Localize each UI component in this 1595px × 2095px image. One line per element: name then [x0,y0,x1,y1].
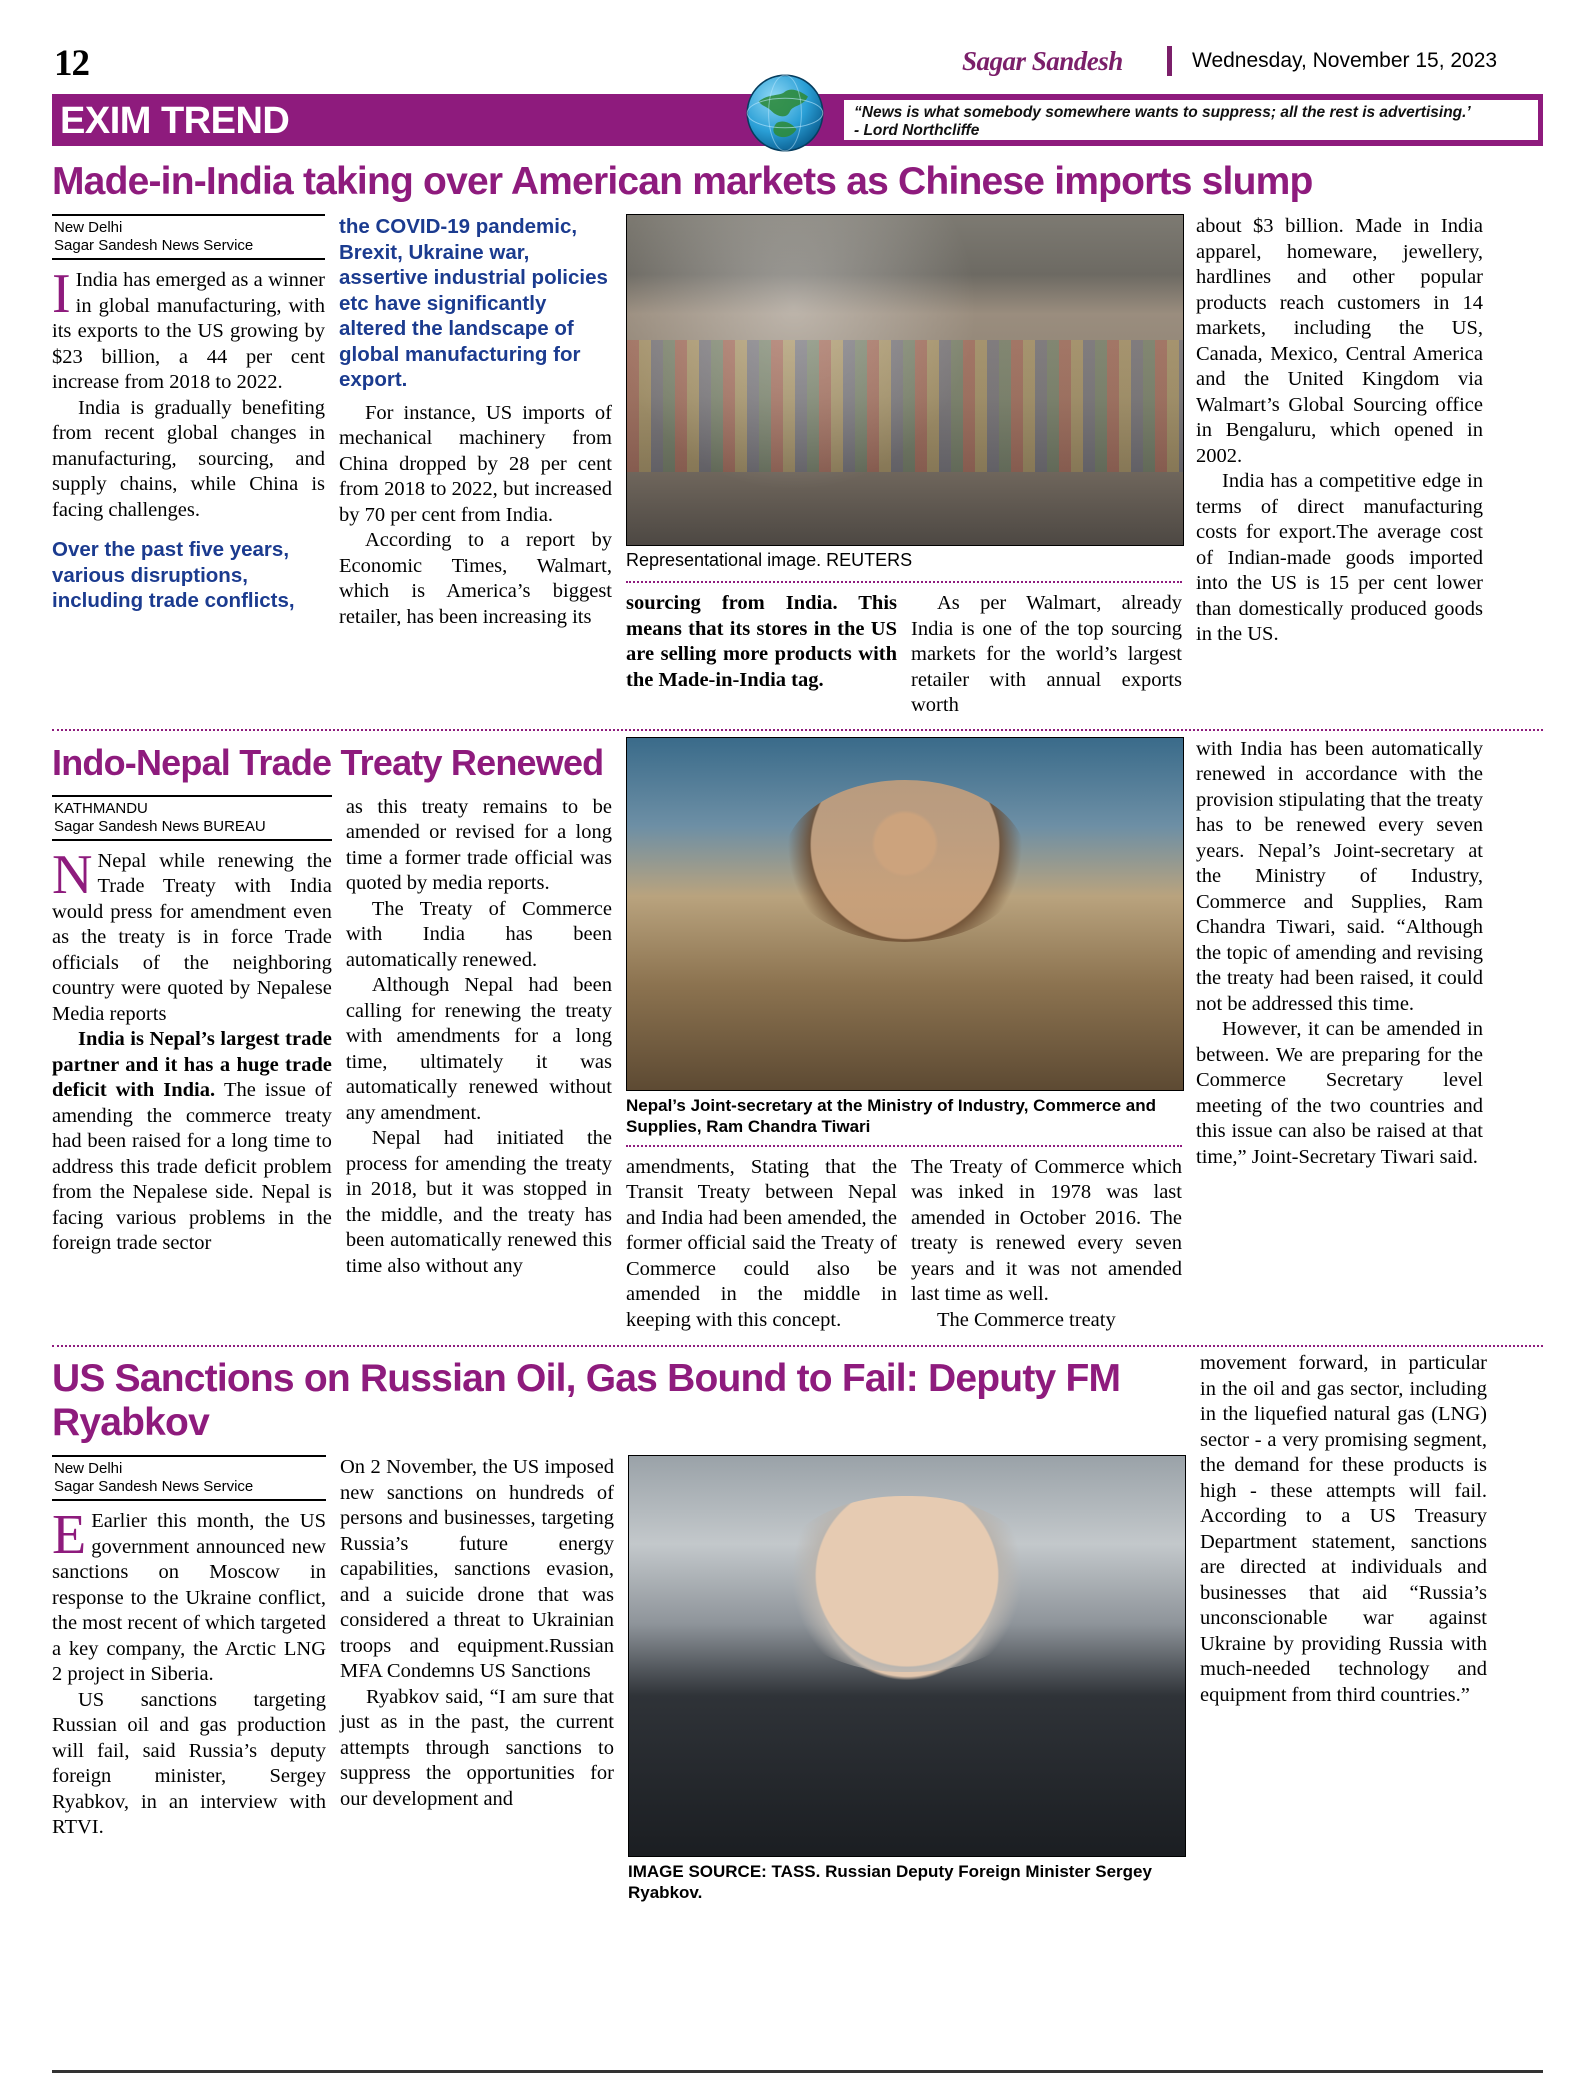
byline [52,214,325,260]
section-title: EXIM TREND [60,100,290,142]
paragraph: According to a report by Economic Times, Walmart, which is America’s biggest retailer, has been increasing its [339,529,612,628]
byline-agency: Sagar Sandesh News BUREAU [54,817,266,835]
globe-icon [744,72,826,154]
paragraph: about $3 billion. Made in India apparel, homeware, jewellery, hardlines and other popular products reach customers in 14 markets, including the US, Canada, Mexico, Central America and the United Kingdom via Walmart’s Global Sourcing office in Bengaluru, which opened in 2002. [1196,215,1483,467]
section-divider [52,729,1543,731]
page-footer-rule [52,2070,1543,2073]
paragraph: The Commerce treaty [937,1308,1116,1331]
paragraph: Nepal had initiated the process for amending the treaty in 2018, but it was stopped in the middle, and the treaty has been automatically renewed this time also without any [345,1127,612,1277]
photo-caption: Representational image. REUTERS [626,550,913,570]
page-title: US Sanctions on Russian Oil, Gas Bound to Fail: Deputy FM Ryabkov [52,1357,1121,1444]
paragraph: India is gradually benefiting from recent global changes in manufacturing, sourcing, and supply chains, while China is facing challenges. [52,396,325,521]
photo-caption: Nepal’s Joint-secretary at the Ministry of Industry, Commerce and Supplies, Ram Chandra Tiwari [626,1095,1156,1136]
byline-city: KATHMANDU [54,799,148,817]
paragraph: E Earlier this month, the US government announced new sanctions on Moscow in response to the Ukraine conflict, the most recent of which targeted a key company, the Arctic LNG 2 project in Siberia. [52,1504,326,1685]
paragraph: As per Walmart, already India is one of the top sourcing markets for the world’s largest retailer with annual exports worth [911,592,1182,716]
byline [52,1455,326,1501]
paper-name: Sagar Sandesh [962,46,1123,76]
paragraph: The Treaty of Commerce with India has been automatically renewed. [345,897,612,971]
pull-quote: the COVID-19 pandemic, Brexit, Ukraine war, assertive industrial policies etc have significantly altered the landscape of global manufacturing for export. [339,215,608,391]
paragraph-bold: We are preparing for the Commerce Secretary level meeting of the two countries and this issue can also be raised at that time,” Joint-Secretary Tiwari said. [1196,1043,1483,1168]
issue-date: Wednesday, November 15, 2023 [1192,49,1498,72]
byline-city: New Delhi [54,1460,123,1477]
paragraph: India has a competitive edge in terms of direct manufacturing costs for export.The average cost of Indian-made goods imported into the US is 15 per cent lower than domestically produced goods in the US. [1196,470,1483,645]
byline-city: New Delhi [54,219,123,236]
paragraph: as this treaty remains to be amended or revised for a long time a former trade official was quoted by media reports. [345,795,612,894]
byline-agency: Sagar Sandesh News Service [54,1478,254,1495]
byline [52,795,332,841]
paragraph-continued: The issue of amending the commerce treaty had been raised for a long time to address this trade deficit problem from the Nepalese side. Nepal is facing various problems in the foreign trade sector [52,1079,332,1254]
paragraph: India is Nepal’s largest trade partner and it has a huge trade deficit with India. The issue of amending the commerce treaty had been raised for a long time to address this trade deficit problem from the Nepalese side. Nepal is facing various problems in the foreign trade sector [52,1028,332,1254]
page-title: Made-in-India taking over American markets as Chinese imports slump [52,160,1313,203]
paragraph: amendments, Stating that the Transit Treaty between Nepal and India had been amended, the former official said the Treaty of Commerce could also be amended in the middle in keeping with this concept. [626,1155,897,1331]
section-divider [52,1345,1543,1347]
article-made-in-india [52,160,1543,731]
article-photo [626,214,1184,546]
drop-cap: E [52,1504,87,1566]
paragraph: However, it can be amended in between. We are preparing for the Commerce Secretary level meeting of the two countries and this issue can also be raised at that time,” Joint-Secretary Tiwari said. [1196,1018,1483,1168]
paragraph: Ryabkov said, “I am sure that just as in the past, the current attempts through sanctions to suppress the opportunities for our development and [340,1685,614,1810]
masthead-divider [1167,46,1172,76]
paragraph: I India has emerged as a winner in global manufacturing, with its exports to the US growing by $23 billion, a 44 per cent increase from 2018 to 2022. [52,263,325,393]
paragraph: with India has been automatically renewed in accordance with the provision stipulating that the treaty has to be renewed every seven years. Nepal’s Joint-secretary at the Ministry of Industry, Commerce and Supplies, Ram Chandra Tiwari, said. “Although the topic of amending and revising the treaty had been raised, it could not be addressed this time. [1196,737,1483,1015]
paragraph: US sanctions targeting Russian oil and gas production will fail, said Russia’s deputy foreign minister, Sergey Ryabkov, in an interview with RTVI. [52,1688,326,1838]
article-photo [626,737,1184,1091]
page-content [52,160,1543,1903]
paragraph: movement forward, in particular in the oil and gas sector, including in the liquefied natural gas (LNG) sector - a very promising segment, the demand for these products is high - these attempts will fail. According to a US Treasury Department statement, sanctions are directed at individuals and businesses that aid “Russia’s unconscionable war against Ukraine by providing Russia with much-needed technology and equipment from third countries.” [1200,1352,1487,1706]
drop-cap: N [52,843,93,906]
paragraph: sourcing from India. This means that its stores in the US are selling more products with the Made-in-India tag. [626,592,897,691]
article-photo [628,1455,1186,1857]
paragraph: For instance, US imports of mechanical machinery from China dropped by 28 per cent from 2018 to 2022, but increased by 70 per cent from India. [339,401,612,526]
byline-agency: Sagar Sandesh News Service [54,237,254,254]
newspaper-page [0,28,1595,2095]
photo-caption: IMAGE SOURCE: TASS. Russian Deputy Foreign Minister Sergey Ryabkov. [628,1862,1152,1902]
paragraph: On 2 November, the US imposed new sanctions on hundreds of persons and businesses, targeting Russia’s future energy capabilities, sanctions evasion, and a suicide drone that was considered a threat to Ukrainian troops and equipment.Russian MFA Condemns US Sanctions [340,1456,614,1682]
article-indo-nepal [52,737,1543,1348]
paragraph: Although Nepal had been calling for renewing the treaty with amendments for a long time, ultimately it was automatically renewed without any amendment. [345,974,612,1124]
paragraph: The Treaty of Commerce which was inked in 1978 was last amended in October 2016. The treaty is renewed every seven years and it was not amended last time as well. [911,1155,1182,1305]
paragraph: N Nepal while renewing the Trade Treaty with India would press for amendment even as the treaty is in force Trade officials of the neighboring country were quoted by Nepalese Media reports [52,843,332,1025]
quote-attribution: - Lord Northcliffe [854,122,980,139]
quote-box [842,98,1540,142]
drop-cap: I [52,263,71,325]
article-us-sanctions [52,1351,1543,1903]
page-title: Indo-Nepal Trade Treaty Renewed [52,741,604,783]
page-number: 12 [54,43,89,84]
quote-text: “News is what somebody somewhere wants to suppress; all the rest is advertising.’ [854,104,1471,121]
pull-quote: Over the past five years, various disruptions, including trade conflicts, [52,538,295,612]
masthead [52,28,1543,146]
